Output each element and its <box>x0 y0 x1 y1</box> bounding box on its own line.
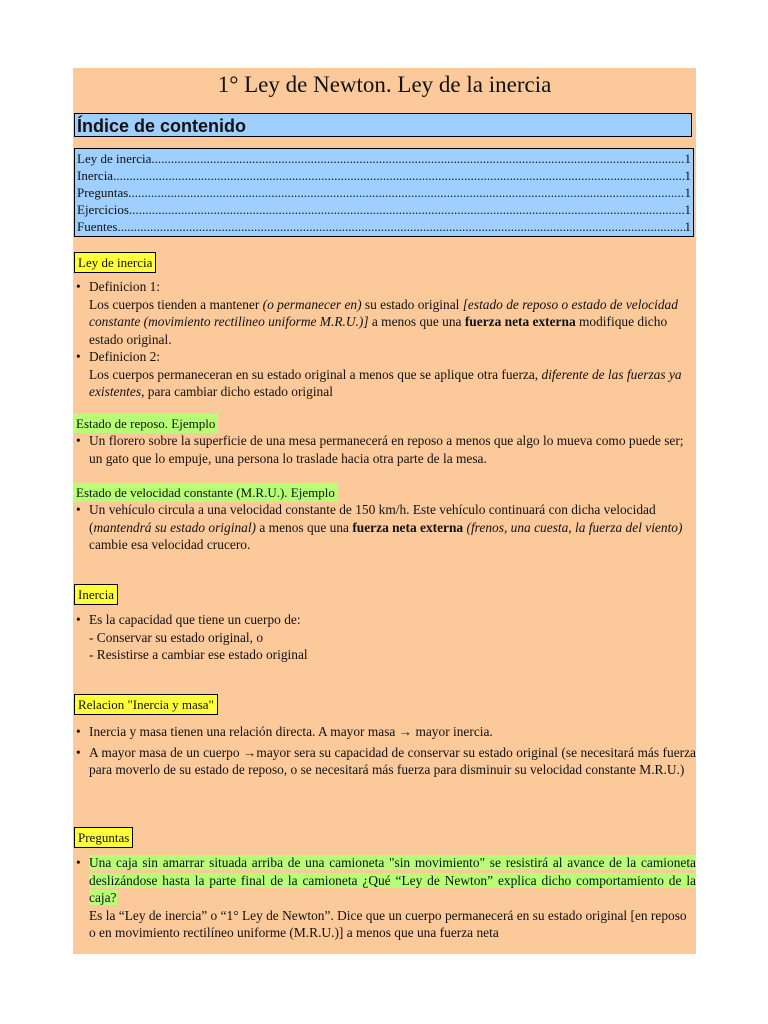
toc-entry-label[interactable]: Inercia <box>77 168 114 183</box>
page-title: 1° Ley de Newton. Ley de la inercia <box>217 72 552 97</box>
mru-example-text <box>89 501 696 554</box>
text-run-italic: diferente de las fuerzas ya existentes <box>89 366 682 399</box>
preguntas-content <box>76 854 696 942</box>
question-1 <box>89 854 696 907</box>
list-item <box>76 723 696 741</box>
document-page <box>73 68 696 954</box>
inercia-line-2: - Resistirse a cambiar ese estado original <box>89 647 308 662</box>
bullet: • <box>76 502 81 517</box>
definition-2-label: Definicion 2: <box>89 349 161 364</box>
reposo-example-text: Un florero sobre la superficie de una mesa permanecerá en reposo a menos que algo lo mueva como puede ser; un gato que lo empuje, una persona lo traslade hacia otra parte de la mesa. <box>89 433 684 466</box>
toc-entry-label[interactable]: Ejercicios <box>77 202 129 217</box>
toc-leader-dots <box>151 150 684 167</box>
bullet: • <box>76 612 81 627</box>
toc-entry-inercia[interactable] <box>77 167 691 184</box>
section-heading-inercia: Inercia <box>74 584 118 605</box>
bullet: • <box>76 724 81 739</box>
list-item <box>76 432 696 467</box>
bullet: • <box>76 855 81 870</box>
text-run-italic: mantendrá su estado original) <box>93 519 257 535</box>
toc-entry-page: 1 <box>684 168 691 183</box>
inercia-line-1: - Conservar su estado original, o <box>89 629 264 645</box>
toc-entry-label[interactable]: Preguntas <box>77 185 129 200</box>
answer-1-text: Es la “Ley de inercia” o “1° Ley de Newton”. Dice que un cuerpo permanecerá en su estado original [en reposo o en movimiento rectilíneo uniforme (M.R.U.)] a menos que una fuerza neta <box>89 907 687 940</box>
bullet: • <box>76 744 81 760</box>
bullet: • <box>76 279 81 294</box>
ley-definitions <box>76 278 696 401</box>
section-heading-estado-de-reposo: Estado de reposo. Ejemplo <box>73 414 218 433</box>
text-run-italic: (frenos, una cuesta, la fuerza del viento) <box>466 519 683 535</box>
bullet: • <box>76 349 81 364</box>
text-run: , para cambiar dicho estado original <box>141 384 333 399</box>
toc-leader-dots <box>129 201 685 218</box>
text-run: cambie esa velocidad crucero. <box>89 537 251 552</box>
toc-entry-label[interactable]: Ley de inercia <box>77 151 152 166</box>
toc-entry-page: 1 <box>684 219 691 234</box>
reposo-example <box>76 432 696 467</box>
relacion-bullet-1: Inercia y masa tienen una relación directa. A mayor masa → mayor inercia. <box>89 724 493 739</box>
text-run: Los cuerpos permaneceran en su estado original a menos que se aplique otra fuerza, <box>89 366 542 382</box>
text-run-bold: fuerza neta externa <box>352 519 464 535</box>
toc-entry-ejercicios[interactable] <box>77 201 691 218</box>
text-run: a menos que una <box>256 519 353 535</box>
toc-leader-dots <box>117 218 684 235</box>
inercia-definition <box>76 611 696 664</box>
relacion-bullet-2: A mayor masa de un cuerpo →mayor sera su capacidad de conservar su estado original (se necesitará más fuerza para moverlo de su estado de reposo, o se necesitará más fuerza para disminuir su velocidad constante M.R.U.) <box>89 744 696 777</box>
section-heading-ley-de-inercia: Ley de inercia <box>74 252 156 273</box>
definition-1 <box>76 278 696 348</box>
section-heading-velocidad-constante: Estado de velocidad constante (M.R.U.). Ejemplo <box>73 483 338 502</box>
list-item <box>76 744 696 779</box>
list-item <box>76 501 696 554</box>
text-run: Los cuerpos tienden a mantener <box>89 296 263 312</box>
section-heading-preguntas: Preguntas <box>74 827 133 848</box>
text-run: modifique dicho estado original. <box>89 314 668 347</box>
toc-entry-page: 1 <box>684 151 691 166</box>
mru-example <box>76 501 696 554</box>
toc-entry-page: 1 <box>684 202 691 217</box>
definition-2 <box>76 348 696 401</box>
question-1-text: Una caja sin amarrar situada arriba de una camioneta "sin movimiento" se resistirá al avance de la camioneta deslizándose hasta la parte final de la camioneta ¿Qué “Ley de Newton” explica dicho comportamiento de la caja? <box>89 855 696 905</box>
list-item <box>76 854 696 942</box>
toc-leader-dots <box>113 167 684 184</box>
list-item <box>76 611 696 664</box>
toc-entry-fuentes[interactable] <box>77 218 691 235</box>
text-run: su estado original <box>361 296 463 312</box>
text-run-italic: [estado de reposo o estado de velocidad constante (movimiento rectilineo uniforme M.R.U.)] <box>89 296 678 329</box>
inercia-intro: Es la capacidad que tiene un cuerpo de: <box>89 612 301 627</box>
relacion-content <box>76 723 696 779</box>
bullet: • <box>76 433 81 448</box>
text-run-bold: fuerza neta externa <box>464 314 576 329</box>
toc-heading: Índice de contenido <box>74 113 692 137</box>
definition-1-label: Definicion 1: <box>89 279 161 294</box>
text-run: Un vehículo circula a una velocidad constante de 150 km/h. Este vehículo continuará con dicha velocidad ( <box>89 502 656 535</box>
toc-entry-preguntas[interactable] <box>77 184 691 201</box>
table-of-contents <box>74 148 694 237</box>
definition-2-text <box>89 366 696 401</box>
toc-leader-dots <box>128 184 684 201</box>
toc-entry-label[interactable]: Fuentes <box>77 219 118 234</box>
toc-entry-ley-de-inercia[interactable] <box>77 150 691 167</box>
text-run: a menos que una <box>368 314 465 329</box>
definition-1-text <box>89 296 696 349</box>
toc-entry-page: 1 <box>684 185 691 200</box>
section-heading-relacion-inercia-masa: Relacion "Inercia y masa" <box>74 694 218 715</box>
text-run-italic: (o permanecer en) <box>262 296 362 312</box>
